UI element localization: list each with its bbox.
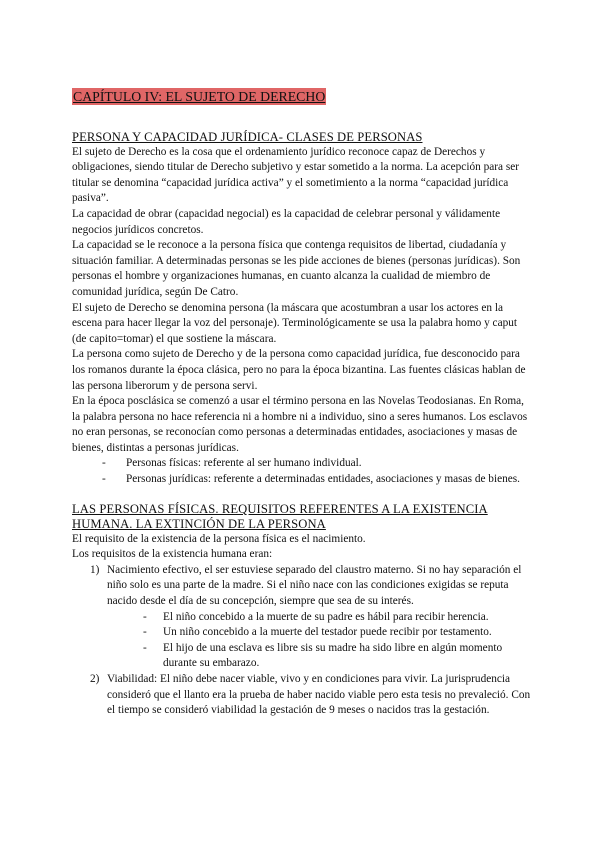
paragraph: El requisito de la existencia de la persona física es el nacimiento. xyxy=(72,532,366,545)
section-heading-persona: PERSONA Y CAPACIDAD JURÍDICA- CLASES DE PERSONAS xyxy=(72,129,423,144)
paragraph: El sujeto de Derecho se denomina persona (la máscara que acostumbran a usar los actores en la escena para hacer llegar la voz del personaje). Terminológicamente se usa la palabra homo y caput (de capito=tomar) el que sostiene la máscara. xyxy=(72,301,518,345)
section-body-personas-fisicas xyxy=(72,532,532,719)
section-heading-personas-fisicas: LAS PERSONAS FÍSICAS. REQUISITOS REFERENTES A LA EXISTENCIA HUMANA. LA EXTINCIÓN DE LA PERSONA xyxy=(72,501,488,531)
sub-list-item: - Un niño concebido a la muerte del testador puede recibir por testamento. xyxy=(143,625,532,641)
paragraph: Los requisitos de la existencia humana eran: xyxy=(72,548,273,561)
paragraph: En la época posclásica se comenzó a usar el término persona en las Novelas Teodosianas. En Roma, la palabra persona no hace referencia ni a hombre ni a individuo, sino a seres humanos. Los esclavos no eran personas, se reconocían como personas a determinadas entidades, asociaciones y masas de bienes, distintas a personas jurídicas. xyxy=(72,395,528,454)
paragraph: La capacidad se le reconoce a la persona física que contenga requisitos de libertad, ciudadanía y situación familiar. A determinadas personas se les pide acciones de bienes (personas jurídicas). Son personas el hombre y organizaciones humanas, en cuanto alcanza la cualidad de miembro de comunidad jurídica, según De Catro. xyxy=(72,239,521,298)
paragraph: El sujeto de Derecho es la cosa que el ordenamiento jurídico reconoce capaz de Derechos y obligaciones, siendo titular de Derecho subjetivo y estar sometido a la norma. La acepción para ser titular se denomina “capacidad jurídica activa” y el sometimiento a la norma “capacidad jurídica pasiva”. xyxy=(72,145,520,205)
list-item: - Personas jurídicas: referente a determinadas entidades, asociaciones y masas de bienes. xyxy=(102,472,532,488)
requirement-text: Viabilidad: El niño debe nacer viable, vivo y en condiciones para vivir. La jurisprudencia consideró que el llanto era la prueba de haber nacido viable pero esta tesis no prevaleció. Con el tiempo se consideró viabilidad la gestación de 9 meses o nacidos tras la gestación. xyxy=(107,673,531,717)
list-item: - Personas físicas: referente al ser humano individual. xyxy=(102,456,532,472)
paragraph: La persona como sujeto de Derecho y de la persona como capacidad jurídica, fue desconocido para los romanos durante la época clásica, pero no para la época bizantina. Las fuentes clásicas hablan de las persona liberorum y de persona servi. xyxy=(72,348,526,392)
requirement-item xyxy=(90,672,532,719)
document-body xyxy=(72,88,532,719)
requirement-item xyxy=(90,563,532,672)
list-number: 1) xyxy=(90,563,100,576)
paragraph: La capacidad de obrar (capacidad negocial) es la capacidad de celebrar personal y válidamente negocios jurídicos concretos. xyxy=(72,207,501,236)
list-number: 2) xyxy=(90,673,100,685)
requirement-text: Nacimiento efectivo, el ser estuviese separado del claustro materno. Si no hay separación el niño solo es una parte de la madre. Si el niño nace con las condiciones exigidas se reputa nacido desde el día de su concepción, siempre que sea de su interés. xyxy=(107,563,522,608)
sub-list xyxy=(107,610,532,672)
sub-list-item: - El niño concebido a la muerte de su padre es hábil para recibir herencia. xyxy=(143,610,532,626)
bullet-list-person-types xyxy=(72,456,532,487)
chapter-title: CAPÍTULO IV: EL SUJETO DE DERECHO xyxy=(73,89,326,104)
section-body-persona xyxy=(72,145,532,488)
sub-list-item: - El hijo de una esclava es libre sis su madre ha sido libre en algún momento durante su embarazo. xyxy=(143,641,532,672)
requirements-list xyxy=(72,563,532,719)
